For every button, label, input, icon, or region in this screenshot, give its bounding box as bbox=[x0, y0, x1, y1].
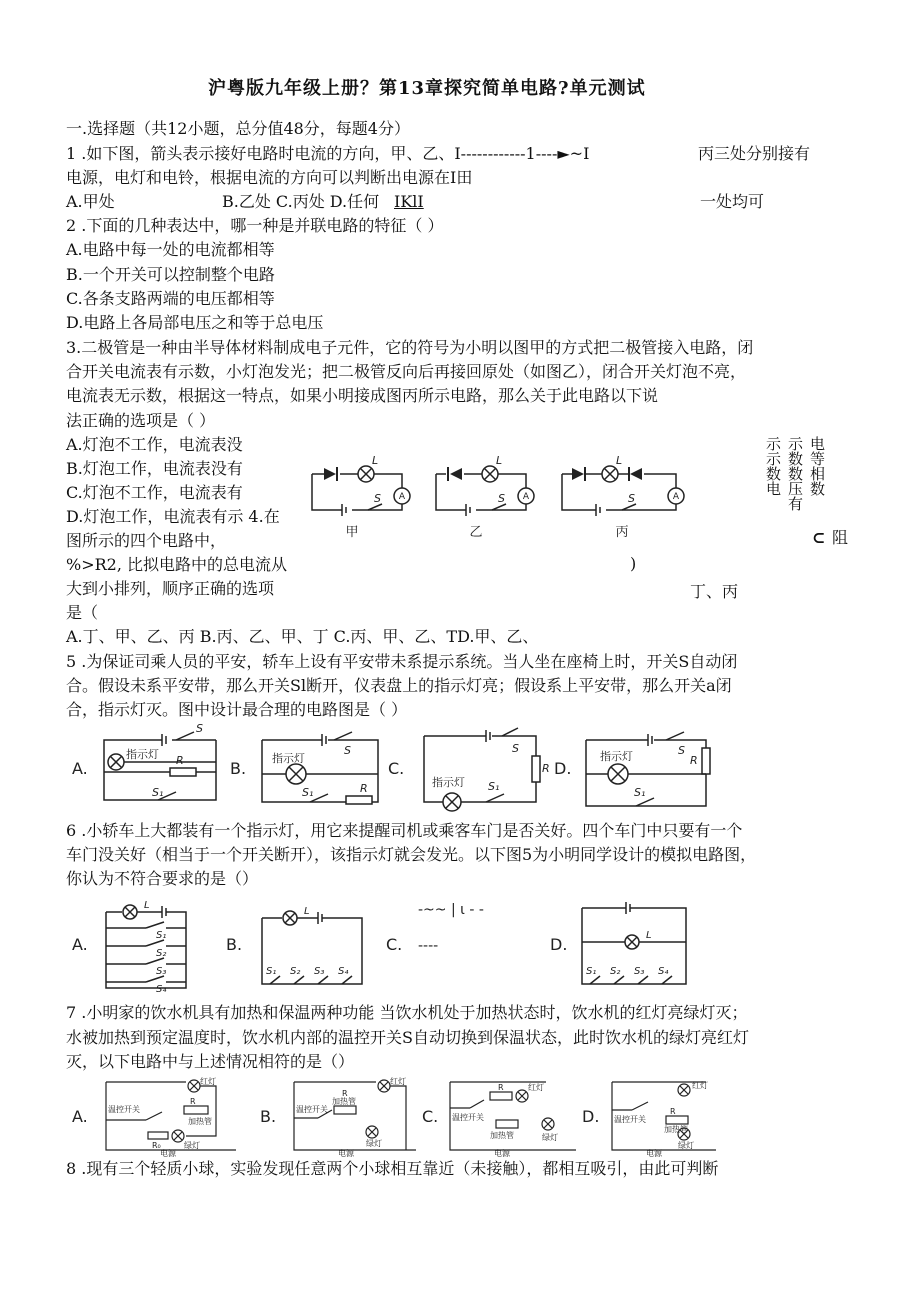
q5-s1-a: S₁ bbox=[152, 786, 164, 799]
q2-option-d: D.电路上各局部电压之和等于总电压 bbox=[66, 313, 324, 332]
q5-r-c: R bbox=[542, 762, 550, 775]
q7-letter-a: A. bbox=[72, 1107, 88, 1126]
q3-vert-col-2: 示数数压有 bbox=[786, 436, 804, 511]
q6-a-s2: S₂ bbox=[156, 948, 167, 959]
q5-line2: 合。假设未系平安带，那么开关Sl断开，仪表盘上的指示灯亮；假设系上平安带，那么开关a闭 bbox=[66, 676, 732, 695]
q1-artifact: IKlI bbox=[394, 192, 424, 211]
q7-letter-c: C. bbox=[422, 1107, 439, 1126]
q3-paren: ) bbox=[630, 554, 637, 573]
q3-diode-circuits bbox=[306, 452, 690, 544]
q3-option-d: D.灯泡工作，电流表有示 4.在 bbox=[66, 507, 280, 526]
q7-b-power: 电源 bbox=[338, 1149, 354, 1158]
q5-s1-b: S₁ bbox=[302, 786, 314, 799]
q7-d-power: 电源 bbox=[646, 1149, 662, 1158]
q5-s-b: S bbox=[344, 744, 351, 757]
section-heading: 一.选择题（共12小题，总分值48分，每题4分） bbox=[66, 119, 410, 138]
q7-b-r: R bbox=[342, 1089, 348, 1098]
q3-lamp-label-2: L bbox=[496, 454, 503, 467]
q5-lamp-c: 指示灯 bbox=[432, 776, 465, 789]
q7-letter-b: B. bbox=[260, 1107, 277, 1126]
q5-letter-d: D. bbox=[554, 759, 572, 778]
q4-line4: 是（ bbox=[66, 603, 99, 622]
q6-l-a: L bbox=[144, 900, 150, 911]
q4-line3: 大到小排列，顺序正确的选项 bbox=[66, 579, 275, 598]
q3-switch-label-1: S bbox=[374, 492, 381, 505]
q5-s-a: S bbox=[196, 722, 203, 735]
q7-d-red: 红灯 bbox=[692, 1081, 708, 1090]
q7-a-red: 红灯 bbox=[200, 1077, 216, 1086]
q6-letter-a: A. bbox=[72, 935, 88, 954]
q7-d-thermo: 温控开关 bbox=[614, 1115, 646, 1124]
q6-door-circuits bbox=[66, 894, 706, 994]
q8-line: 8 .现有三个轻质小球，实验发现任意两个小球相互靠近（未接触），都相互吸引，由此可判断 bbox=[66, 1159, 719, 1178]
q6-l-d: L bbox=[646, 930, 652, 941]
q3-option-a: A.灯泡不工作，电流表没 bbox=[66, 435, 243, 454]
q7-c-power: 电源 bbox=[494, 1149, 510, 1158]
q6-letter-d: D. bbox=[550, 935, 568, 954]
q3-ammeter-3: A bbox=[672, 492, 680, 502]
q5-lamp-d: 指示灯 bbox=[600, 750, 633, 763]
q5-letter-c: C. bbox=[388, 759, 405, 778]
q4-line2: %>R2, 比拟电路中的总电流从 bbox=[66, 555, 288, 574]
q6-d-s3: S₃ bbox=[634, 966, 645, 977]
q5-s1-c: S₁ bbox=[488, 780, 500, 793]
q6-a-s4: S₄ bbox=[156, 984, 167, 994]
q3-option-b: B.灯泡工作，电流表没有 bbox=[66, 459, 243, 478]
q3-lamp-label-1: L bbox=[372, 454, 379, 467]
q3-vert-col-3: 电等相数 bbox=[808, 436, 826, 496]
q2-stem: 2 .下面的几种表达中，哪一种是并联电路的特征（ ） bbox=[66, 216, 444, 235]
q7-a-green: 绿灯 bbox=[184, 1141, 200, 1150]
q7-b-green: 绿灯 bbox=[366, 1139, 382, 1148]
q1-line3-right: 一处均可 bbox=[700, 192, 765, 211]
q7-c-red: 红灯 bbox=[528, 1083, 544, 1092]
q7-d-heater: 加热管 bbox=[664, 1125, 688, 1134]
q3-line4: 法正确的选项是（ ） bbox=[66, 411, 216, 430]
q1-option-a: A.甲处 bbox=[66, 192, 115, 211]
q5-seatbelt-circuits bbox=[66, 722, 726, 814]
q3-fig-label-jia: 甲 bbox=[345, 525, 359, 540]
q6-letter-b: B. bbox=[226, 935, 243, 954]
q7-c-heater: 加热管 bbox=[490, 1131, 514, 1140]
q7-a-thermo: 温控开关 bbox=[108, 1105, 140, 1114]
q3-vert-symbol: ⊂ bbox=[812, 528, 826, 547]
q5-s1-d: S₁ bbox=[634, 786, 646, 799]
q5-s-d: S bbox=[678, 744, 685, 757]
q7-b-heater: 加热管 bbox=[332, 1097, 356, 1106]
q3-lamp-label-3: L bbox=[616, 454, 623, 467]
q7-water-dispenser-circuits bbox=[66, 1076, 726, 1158]
q6-d-s2: S₂ bbox=[610, 966, 621, 977]
q6-a-s1: S₁ bbox=[156, 930, 167, 941]
q7-b-thermo: 温控开关 bbox=[296, 1105, 328, 1114]
q6-b-s2: S₂ bbox=[290, 966, 301, 977]
q4-line1: 图所示的四个电路中， bbox=[66, 531, 227, 550]
q7-a-r: R bbox=[190, 1097, 196, 1106]
q7-d-r: R bbox=[670, 1107, 676, 1116]
q1-line1: 1 .如下图，箭头表示接好电路时电流的方向，甲、乙、I------------1----►~I bbox=[66, 144, 590, 163]
q3-vert-col-1: 示示数电 bbox=[764, 436, 782, 496]
q3-vert-zu: 阻 bbox=[832, 528, 849, 547]
q2-option-b: B.一个开关可以控制整个电路 bbox=[66, 265, 275, 284]
q6-c-garble-1: -~~ | ι - - bbox=[418, 902, 484, 918]
q3-line2: 合开关电流表有示数，小灯泡发光；把二极管反向后再接回原处（如图乙），闭合开关灯泡不亮， bbox=[66, 362, 747, 381]
q5-line3: 合，指示灯灭。图中设计最合理的电路图是（ ） bbox=[66, 700, 408, 719]
q5-r-a: R bbox=[176, 754, 184, 767]
q7-c-r: R bbox=[498, 1083, 504, 1092]
q7-line3: 灭，以下电路中与上述情况相符的是（） bbox=[66, 1052, 355, 1071]
q2-option-c: C.各条支路两端的电压都相等 bbox=[66, 289, 275, 308]
q6-b-s4: S₄ bbox=[338, 966, 349, 977]
q7-c-thermo: 温控开关 bbox=[452, 1113, 484, 1122]
q1-line1-right: 丙三处分别接有 bbox=[698, 144, 811, 163]
q7-letter-d: D. bbox=[582, 1107, 600, 1126]
q4-right: 丁、丙 bbox=[690, 582, 739, 601]
q6-d-s1: S₁ bbox=[586, 966, 597, 977]
q5-s-c: S bbox=[512, 742, 519, 755]
page-title: 沪粤版九年级上册？第13章探究简单电路?单元测试 bbox=[208, 78, 646, 99]
q3-line1: 3.二极管是一种由半导体材料制成电子元件，它的符号为小明以图甲的方式把二极管接入电路，闭 bbox=[66, 338, 754, 357]
q3-fig-label-yi: 乙 bbox=[469, 525, 483, 540]
q6-letter-c: C. bbox=[386, 935, 403, 954]
q6-line3: 你认为不符合要求的是（） bbox=[66, 869, 259, 888]
q3-option-c: C.灯泡不工作，电流表有 bbox=[66, 483, 243, 502]
q7-a-r0: R₀ bbox=[152, 1141, 161, 1150]
q7-b-red: 红灯 bbox=[390, 1077, 406, 1086]
q7-line2: 水被加热到预定温度时，饮水机内部的温控开关S自动切换到保温状态，此时饮水机的绿灯亮红灯 bbox=[66, 1028, 749, 1047]
q3-ammeter-2: A bbox=[522, 492, 530, 502]
q5-r-b: R bbox=[360, 782, 368, 795]
q6-c-garble-2: ---- bbox=[418, 938, 439, 954]
q4-answers: A.丁、甲、乙、丙 B.丙、乙、甲、丁 C.丙、甲、乙、TD.甲、乙、 bbox=[66, 627, 539, 646]
q5-r-d: R bbox=[690, 754, 698, 767]
q3-switch-label-2: S bbox=[498, 492, 505, 505]
q1-options-bcd: B.乙处 C.丙处 D.任何 bbox=[222, 192, 380, 211]
q6-l-b: L bbox=[304, 906, 310, 917]
q7-d-green: 绿灯 bbox=[678, 1141, 694, 1150]
q5-letter-b: B. bbox=[230, 759, 247, 778]
q3-fig-label-bing: 丙 bbox=[615, 525, 629, 540]
q7-line1: 7 .小明家的饮水机具有加热和保温两种功能 当饮水机处于加热状态时，饮水机的红灯亮绿灯灭； bbox=[66, 1003, 748, 1022]
q6-d-s4: S₄ bbox=[658, 966, 669, 977]
q1-line2: 电源，电灯和电铃，根据电流的方向可以判断出电源在I田 bbox=[66, 168, 473, 187]
q3-switch-label-3: S bbox=[628, 492, 635, 505]
q6-line1: 6 .小轿车上大都装有一个指示灯，用它来提醒司机或乘客车门是否关好。四个车门中只要有一个 bbox=[66, 821, 743, 840]
q6-a-s3: S₃ bbox=[156, 966, 167, 977]
q2-option-a: A.电路中每一处的电流都相等 bbox=[66, 240, 275, 259]
q7-a-heater: 加热管 bbox=[188, 1117, 212, 1126]
q3-line3: 电流表无示数，根据这一特点，如果小明接成图丙所示电路，那么关于此电路以下说 bbox=[66, 386, 659, 405]
q5-letter-a: A. bbox=[72, 759, 88, 778]
q6-b-s1: S₁ bbox=[266, 966, 277, 977]
q7-a-power: 电源 bbox=[160, 1149, 176, 1158]
q5-lamp-a: 指示灯 bbox=[126, 748, 159, 761]
q5-lamp-b: 指示灯 bbox=[272, 752, 305, 765]
q3-ammeter-1: A bbox=[398, 492, 406, 502]
q5-line1: 5 .为保证司乘人员的平安，轿车上设有平安带未系提示系统。当人坐在座椅上时，开关S自动闭 bbox=[66, 652, 738, 671]
q7-c-green: 绿灯 bbox=[542, 1133, 558, 1142]
q6-line2: 车门没关好（相当于一个开关断开），该指示灯就会发光。以下图5为小明同学设计的模拟电路图， bbox=[66, 845, 757, 864]
q6-b-s3: S₃ bbox=[314, 966, 325, 977]
